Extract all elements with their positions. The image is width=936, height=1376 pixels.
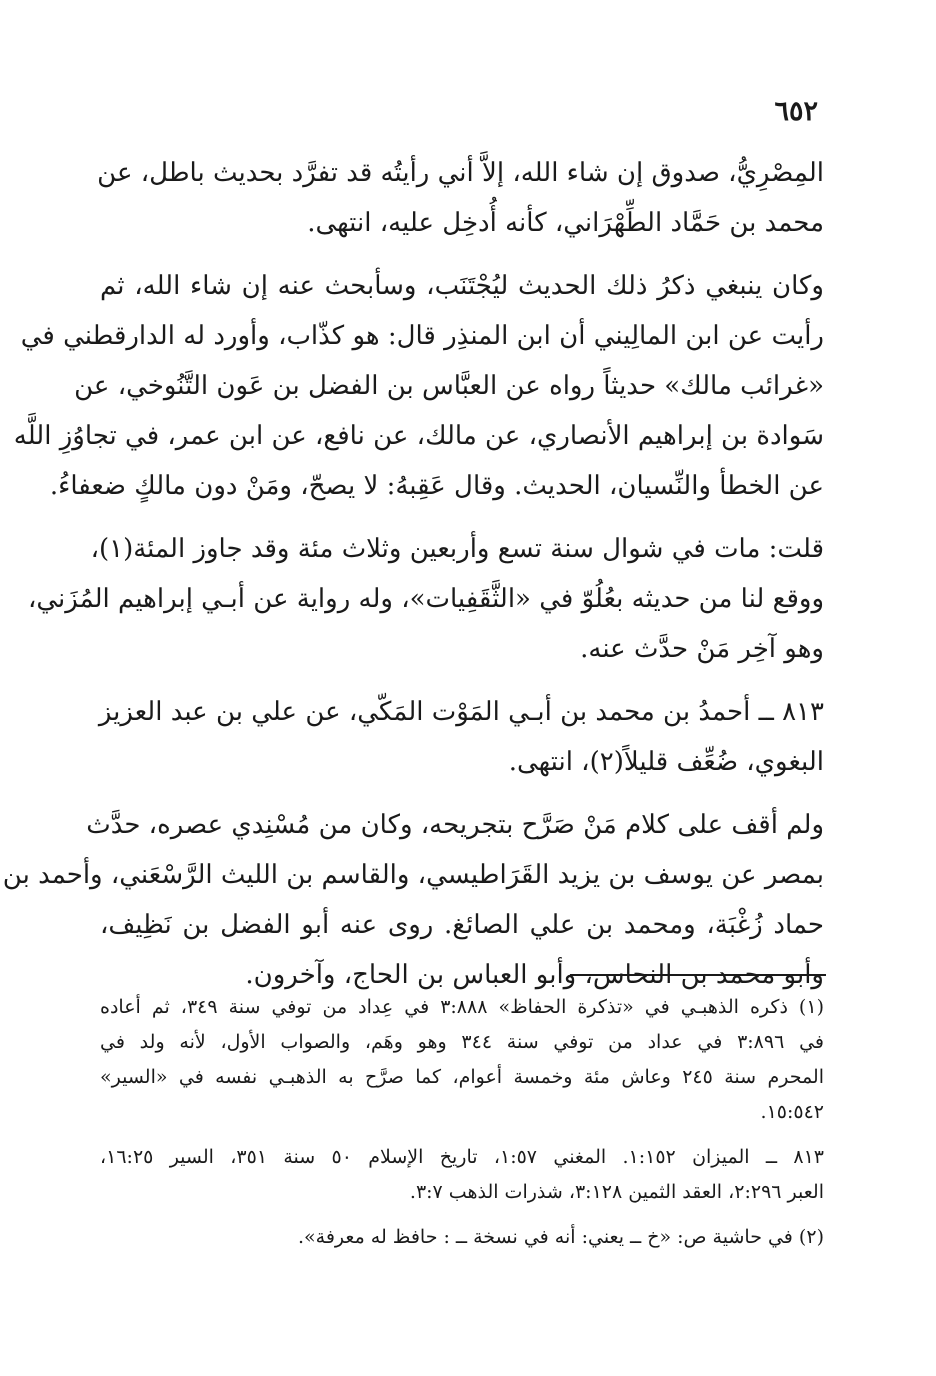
- footnote-line: (٢) في حاشية ص: «خ ــ يعني: أنه في نسخة ــ : حافظ له معرفة».: [297, 1226, 824, 1248]
- text-line: ولم أقف على كلام مَنْ صَرَّح بتجريحه، وكان من مُسْنِدي عصره، حدَّث: [86, 810, 824, 840]
- page-number: ٦٥٢: [774, 96, 818, 127]
- footnote-1: [100, 990, 824, 1130]
- text-line: البغوي، ضُعِّف قليلاً(٢)، انتهى.: [508, 747, 824, 777]
- footnote-line: ٨١٣ ــ الميزان ١:١٥٢. المغني ١:٥٧، تاريخ الإسلام ٥٠ سنة ٣٥١، السير ١٦:٢٥،: [100, 1146, 824, 1168]
- text-line: وأبو محمد بن النحاس، وأبو العباس بن الحاج، وآخرون.: [245, 960, 824, 990]
- paragraph-3: [27, 524, 824, 674]
- text-line: بمصر عن يوسف بن يزيد القَرَاطيسي، والقاسم بن الليث الرَّسْعَني، وأحمد بن: [2, 860, 824, 890]
- footnote-line: (١) ذكره الذهبـي في «تذكرة الحفاظ» ٣:٨٨٨ في عِداد من توفي سنة ٣٤٩، ثم أعاده: [100, 996, 824, 1018]
- text-line: محمد بن حَمَّاد الطِّهْرَاني، كأنه أُدخِل عليه، انتهى.: [307, 208, 824, 238]
- text-line: وهو آخِر مَنْ حدَّث عنه.: [580, 634, 824, 664]
- text-line: «غرائب مالك» حديثاً رواه عن العبَّاس بن الفضل بن عَون التَّنُوخي، عن: [74, 371, 824, 401]
- footnote-line: المحرم سنة ٢٤٥ وعاش مئة وخمسة أعوام، كما صرَّح به الذهبـي نفسه في «السير»: [100, 1066, 825, 1088]
- text-line: سَوادة بن إبراهيم الأنصاري، عن مالك، عن نافع، عن ابن عمر، في تجاوُزِ اللَّه: [13, 421, 824, 451]
- text-line: حماد زُغْبَة، ومحمد بن علي الصائغ. روى عنه أبو الفضل بن نَظِيف،: [100, 910, 824, 940]
- text-line: وكان ينبغي ذكرُ ذلك الحديث ليُجْتَنَب، وسأبحث عنه إن شاء الله، ثم: [100, 271, 824, 301]
- paragraph-5: [2, 800, 824, 1000]
- text-line: عن الخطأ والنِّسيان، الحديث. وقال عَقِبهُ: لا يصحّ، ومَنْ دون مالكٍ ضعفاءُ.: [49, 471, 824, 501]
- text-line: رأيت عن ابن المالِيني أن ابن المنذِر قال: هو كذّاب، وأورد له الدارقطني في: [20, 321, 824, 351]
- footnote-line: ١٥:٥٤٢.: [760, 1101, 824, 1123]
- footnotes: [100, 990, 824, 1265]
- paragraph-2: [13, 261, 824, 511]
- footnote-separator: [570, 974, 826, 976]
- text-line: ووقع لنا من حديثه بعُلُوّ في «الثَّقَفِيات»، وله رواية عن أبـي إبراهيم المُزَني،: [27, 584, 824, 614]
- footnote-line: العبر ٢:٢٩٦، العقد الثمين ٣:١٢٨، شذرات الذهب ٣:٧.: [409, 1181, 824, 1203]
- paragraph-1: [97, 148, 824, 248]
- text-line: ٨١٣ ــ أحمدُ بن محمد بن أبـي المَوْت المَكّي، عن علي بن عبد العزيز: [98, 697, 824, 727]
- entry-813: [100, 687, 824, 787]
- footnote-line: في ٣:٨٩٦ في عداد من توفي سنة ٣٤٤ وهو وهَم، والصواب الأول، لأنه ولد في: [100, 1031, 824, 1053]
- text-line: المِصْرِيُّ، صدوق إن شاء الله، إلاَّ أني رأيتُه قد تفرَّد بحديث باطل، عن: [97, 158, 824, 188]
- text-line: قلت: مات في شوال سنة تسع وأربعين وثلاث مئة وقد جاوز المئة(١)،: [90, 534, 824, 564]
- footnote-813-sources: [100, 1140, 824, 1210]
- footnote-2: [100, 1220, 824, 1255]
- main-text: [2, 148, 824, 1013]
